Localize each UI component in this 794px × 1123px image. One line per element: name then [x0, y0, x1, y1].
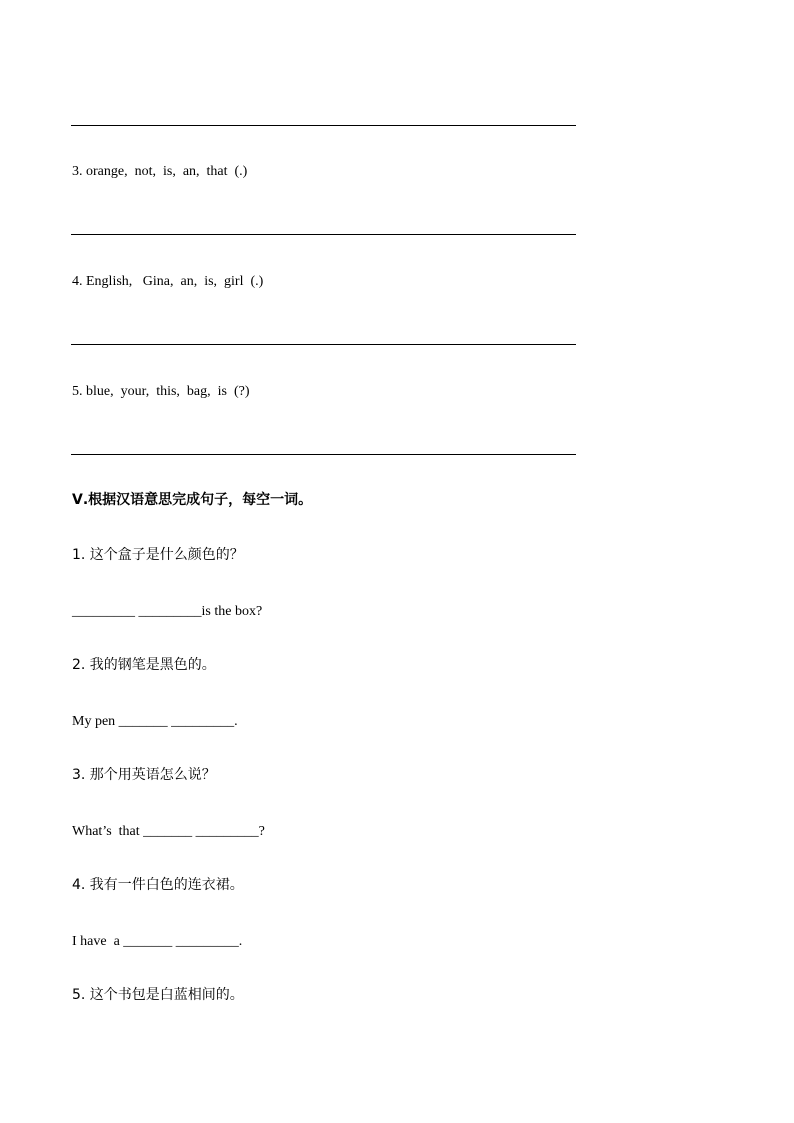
reorder-question-3: 3. orange, not, is, an, that (.) [72, 164, 248, 179]
translation-prompt-2: 2. 我的钢笔是黑色的。 [72, 657, 216, 673]
section-title: Ⅴ.根据汉语意思完成句子，每空一词。 [72, 492, 313, 508]
translation-prompt-1: 1. 这个盒子是什么颜色的？ [72, 547, 244, 563]
translation-prompt-5: 5. 这个书包是白蓝相间的。 [72, 987, 244, 1003]
reorder-question-5: 5. blue, your, this, bag, is (?) [72, 384, 250, 399]
answer-line [71, 454, 576, 455]
answer-line [71, 234, 576, 235]
answer-line [71, 125, 576, 126]
answer-line [71, 344, 576, 345]
translation-prompt-4: 4. 我有一件白色的连衣裙。 [72, 877, 244, 893]
translation-prompt-3: 3. 那个用英语怎么说？ [72, 767, 216, 783]
fill-in-sentence-2: My pen _______ _________. [72, 714, 238, 729]
reorder-question-4: 4. English, Gina, an, is, girl (.) [72, 274, 264, 289]
fill-in-sentence-4: I have a _______ _________. [72, 934, 243, 949]
fill-in-sentence-1: _________ _________is the box? [72, 604, 263, 619]
fill-in-sentence-3: What’s that _______ _________? [72, 824, 265, 839]
